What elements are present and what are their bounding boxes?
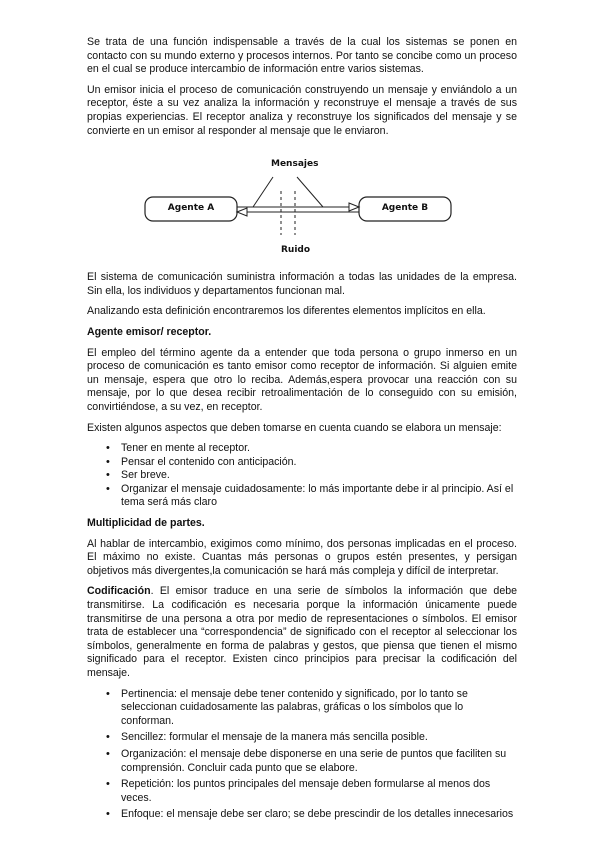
- list-item: • Ser breve.: [121, 469, 517, 483]
- agent-a-label: Agente A: [167, 203, 215, 214]
- communication-diagram: [87, 145, 517, 263]
- list-item: • Pertinencia: el mensaje debe tener contenido y significado, por lo tanto se seleccionan cuidadosamente las palabras, gráficas o los símbolos que lo conforman.: [121, 688, 517, 729]
- message-line-right: [297, 177, 323, 207]
- diagram-label-ruido: Ruido: [281, 245, 311, 256]
- list-item: • Organización: el mensaje debe disponerse en una serie de puntos que faciliten su comprensión. Concluir cada punto que se elabore.: [121, 748, 517, 775]
- codificacion-text: . El emisor traduce en una serie de símbolos la información que debe transmitirse. La codificación es necesaria porque la información únicamente puede transmitirse de una persona a otra por medio de representaciones o símbolos. El emisor trata de establecer una “correspondencia” de significado con el receptor al seleccionar los símbolos, generalmente en forma de palabras y gestos, que piensa que tienen el mismo significado para el receptor. Existen cinco principios para precisar la codificación del mensaje.: [87, 585, 517, 679]
- paragraph-intro: Se trata de una función indispensable a través de la cual los sistemas se ponen en contacto con su mundo externo y procesos internos. Por tanto se concibe como un proceso en el cual se produce intercambio de información entre varios sistemas.: [87, 36, 517, 76]
- message-line-left: [253, 177, 273, 207]
- heading-agente: Agente emisor/ receptor.: [87, 325, 212, 338]
- list-item: • Repetición: los puntos principales del mensaje deben formularse al menos dos veces.: [121, 778, 517, 805]
- agent-b-label: Agente B: [381, 203, 429, 214]
- list-item: • Sencillez: formular el mensaje de la manera más sencilla posible.: [121, 731, 517, 745]
- list-item: • Enfoque: el mensaje debe ser claro; se debe prescindir de los detalles innecesarios: [121, 808, 517, 822]
- paragraph-agente: El empleo del término agente da a entender que toda persona o grupo inmerso en un proceso de comunicación es tanto emisor como receptor de información. Si alguien emite un mensaje, espera que otro lo reciba. Además,espera provocar una reacción con su mensaje, por lo que desea recibir retroalimentación de lo conseguido con su emisión, convirtiéndose, a su vez, en receptor.: [87, 346, 517, 413]
- arrowhead-to-a: [237, 208, 247, 216]
- list-item: • Organizar el mensaje cuidadosamente: lo más importante debe ir al principio. Así el tema será más claro: [121, 483, 517, 510]
- codificacion-term: Codificación: [87, 585, 151, 598]
- arrowhead-to-b: [349, 203, 359, 211]
- paragraph-codificacion: [87, 585, 517, 680]
- list-item: • Tener en mente al receptor.: [121, 442, 517, 456]
- list-item: • Pensar el contenido con anticipación.: [121, 456, 517, 470]
- paragraph-multiplicidad: Al hablar de intercambio, exigimos como mínimo, dos personas implicadas en el proceso. El máximo no existe. Cuantas más personas o grupos estén presentes, y persigan objetivos más divergentes,la comunicación se hará más compleja y difícil de interpretar.: [87, 537, 517, 577]
- principles-list: [87, 688, 517, 822]
- paragraph-system: El sistema de comunicación suministra información a todas las unidades de la empresa. Sin ella, los individuos y departamentos funcionan mal.: [87, 271, 517, 297]
- paragraph-process: Un emisor inicia el proceso de comunicación construyendo un mensaje y enviándolo a un receptor, éste a su vez analiza la información y reconstruye el mensaje a través de sus propias experiencias. El receptor analiza y reconstruye los significados del mensaje y se convierte en un emisor al responder al mensaje que le enviaron.: [87, 83, 517, 137]
- aspects-list: [87, 442, 517, 510]
- heading-multiplicidad: Multiplicidad de partes.: [87, 517, 205, 530]
- paragraph-aspects: Existen algunos aspectos que deben tomarse en cuenta cuando se elabora un mensaje:: [87, 421, 502, 434]
- document-page: [87, 36, 517, 829]
- diagram-label-mensajes: Mensajes: [271, 159, 319, 170]
- paragraph-analysis: Analizando esta definición encontraremos los diferentes elementos implícitos en ella.: [87, 305, 486, 318]
